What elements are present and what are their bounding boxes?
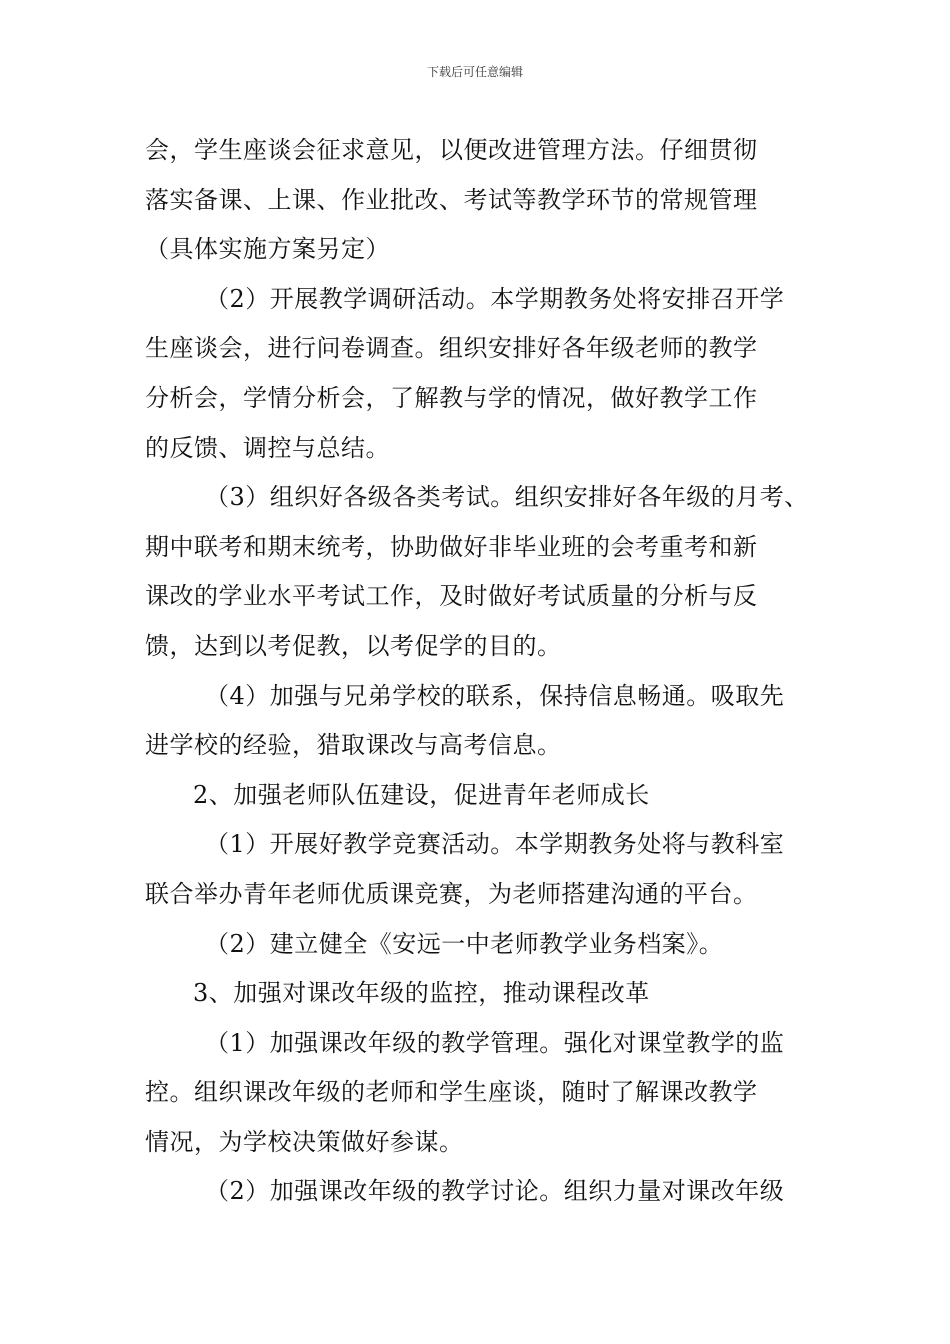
paragraph-start-line: （1）开展好教学竞赛活动。本学期教务处将与教科室 <box>205 830 785 859</box>
text-line: 课改的学业水平考试工作，及时做好考试质量的分析与反 <box>145 582 758 611</box>
text-line: 分析会，学情分析会，了解教与学的情况，做好教学工作 <box>145 383 758 412</box>
paragraph-start-line: （2）加强课改年级的教学讨论。组织力量对课改年级 <box>205 1177 785 1206</box>
text-line: 会，学生座谈会征求意见，以便改进管理方法。仔细贯彻 <box>145 136 758 164</box>
text-line: 落实备课、上课、作业批改、考试等教学环节的常规管理 <box>145 185 758 214</box>
text-line: 期中联考和期末统考，协助做好非毕业班的会考重考和新 <box>145 532 758 561</box>
page-header: 下载后可任意编辑 <box>426 65 523 79</box>
section-heading: 2、加强老师队伍建设，促进青年老师成长 <box>193 780 650 809</box>
paragraph-start-line: （4）加强与兄弟学校的联系，保持信息畅通。吸取先 <box>205 681 785 710</box>
paragraph-start-line: （2）建立健全《安远一中老师教学业务档案》。 <box>205 929 724 958</box>
text-line: 联合举办青年老师优质课竞赛，为老师搭建沟通的平台。 <box>145 879 758 908</box>
text-line: 进学校的经验，猎取课改与高考信息。 <box>145 731 562 760</box>
text-line: 情况，为学校决策做好参谋。 <box>145 1127 464 1156</box>
paragraph-start-line: （1）加强课改年级的教学管理。强化对课堂教学的监 <box>205 1028 785 1057</box>
text-line: 馈，达到以考促教，以考促学的目的。 <box>145 631 562 660</box>
document-body <box>145 126 835 1217</box>
text-line: 控。组织课改年级的老师和学生座谈，随时了解课改教学 <box>145 1078 758 1107</box>
paragraph-start-line: （3）组织好各级各类考试。组织安排好各年级的月考、 <box>205 483 809 512</box>
text-line: （具体实施方案另定） <box>145 235 390 264</box>
text-line: 生座谈会，进行问卷调查。组织安排好各年级老师的教学 <box>145 334 758 363</box>
paragraph-start-line: （2）开展教学调研活动。本学期教务处将安排召开学 <box>205 284 785 313</box>
text-line: 的反馈、调控与总结。 <box>145 433 390 462</box>
section-heading: 3、加强对课改年级的监控，推动课程改革 <box>193 979 650 1008</box>
